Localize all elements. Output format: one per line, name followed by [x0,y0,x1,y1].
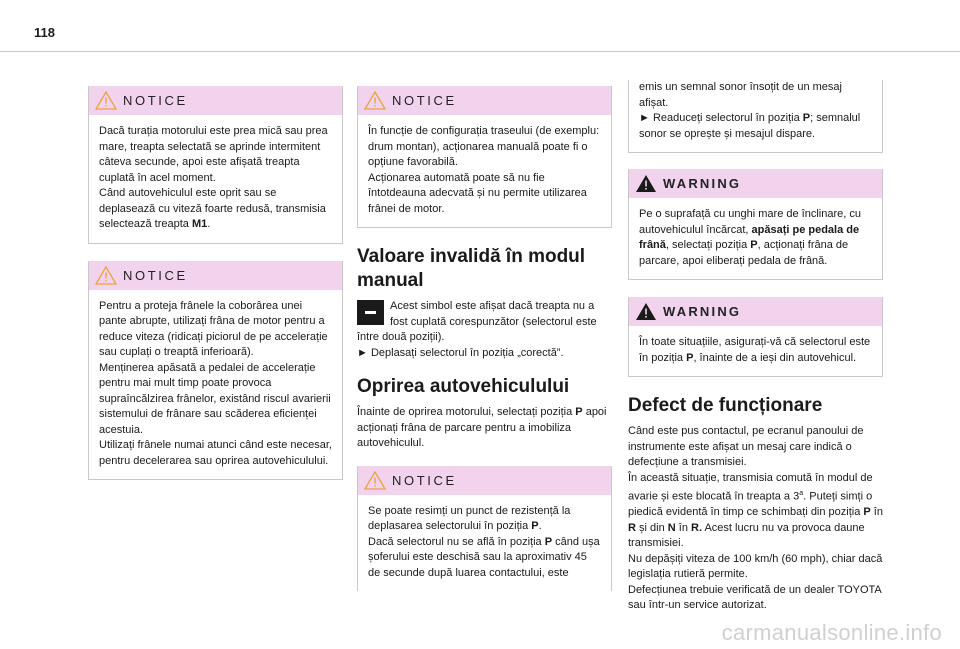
header-divider [0,51,960,52]
invalid-value-icon [357,300,384,325]
column-3 [628,80,883,628]
paragraph: În funcție de configurația traseului (de exemplu: drum montan), acționarea manuală poate fi o opțiune favorabilă. [368,125,600,168]
paragraph: Când autovehiculul este oprit sau se deplasează cu viteză foarte redusă, transmisia selectează treapta M1. [99,187,326,230]
warning-box [628,297,883,377]
notice-text [89,290,342,480]
paragraph: Dacă selectorul nu se află în poziția P când ușa șoferului este deschisă sau la aproximativ 45 de secunde după luarea contactului, este [368,535,600,579]
paragraph: ► Deplasați selectorul în poziția „corectă”. [357,346,564,359]
warning-triangle-icon [635,302,657,321]
paragraph: ► Readuceți selectorul în poziția P; semnalul sonor se oprește și mesajul dispare. [639,112,861,140]
paragraph: În această situație, transmisia comută în modul de avarie și este blocată în treapta a 3$^a$. Puteți simți o piedică evidentă în timp ce schimbați din poziția P în R și din N în R. Acest lucru nu va provoca daune transmisiei. [628,471,883,550]
paragraph: emis un semnal sonor însoțit de un mesaj afișat. [639,81,842,109]
column-1 [88,86,343,497]
section-text [628,424,883,614]
paragraph: Acest simbol este afișat dacă treapta nu a fost cuplată corespunzător (selectorul este între două poziții). [357,300,597,343]
notice-title: NOTICE [392,472,457,488]
notice-triangle-icon [364,471,386,490]
notice-header [358,86,611,115]
section-heading: Defect de funcționare [628,395,823,416]
notice-box [88,261,343,481]
paragraph: Când este pus contactul, pe ecranul panoului de instrumente este afișat un mesaj care indică o defecțiune a transmisiei. [628,425,864,468]
warning-triangle-icon [635,174,657,193]
section-text [357,405,612,452]
notice-triangle-icon [364,91,386,110]
warning-header [629,297,882,326]
notice-title: NOTICE [123,93,188,108]
paragraph: Pe o suprafață cu unghi mare de înclinare, cu autovehiculul încărcat, apăsați pe pedala de frână, selectați poziția P, acționați frâna de parcare, apoi eliberați pedala de frână. [639,208,861,267]
notice-text [358,495,611,592]
column-2 [357,86,612,608]
watermark: carmanualsonline.info [721,620,942,645]
notice-triangle-icon [95,91,117,110]
notice-header [89,86,342,115]
section-text [357,299,612,361]
paragraph: Dacă turația motorului este prea mică sau prea mare, treapta selectată se aprinde intermitent câteva secunde, apoi este afișată treapta cuplată în acel moment. [99,125,328,184]
notice-title: NOTICE [123,267,188,283]
paragraph: Acționarea automată poate să nu fie întotdeauna adecvată și nu permite utilizarea frânei de motor. [368,171,587,215]
notice-box [88,86,343,244]
warning-text [629,326,882,376]
paragraph: Înainte de oprirea motorului, selectați poziția P apoi acționați frâna de parcare pentru a imobiliza autovehiculul. [357,406,607,449]
warning-title: WARNING [663,176,742,191]
notice-triangle-icon [95,266,117,285]
notice-text [89,115,342,243]
section-heading: Oprirea autovehiculului [357,376,570,397]
notice-continuation [628,80,883,153]
notice-header [358,466,611,495]
paragraph: Nu depășiți viteza de 100 km/h (60 mph), chiar dacă legislația rutieră permite. [628,552,883,581]
paragraph: Defecțiunea trebuie verificată de un dealer TOYOTA sau într-un service autorizat. [628,583,882,612]
notice-title: NOTICE [392,93,457,108]
notice-text [358,115,611,227]
page-number: 118 [34,25,55,40]
notice-header [89,261,342,290]
paragraph: Pentru a proteja frânele la coborârea unei pante abrupte, utilizați frâna de motor pentru a reduce viteza (ridicați piciorul de pe accelerație sau cuplați o treaptă inferioară). [99,299,328,358]
warning-header [629,169,882,198]
warning-title: WARNING [663,304,742,319]
paragraph: Se poate resimți un punct de rezistență la deplasarea selectorului în poziția P. [368,504,571,532]
paragraph: Menținerea apăsată a pedalei de accelerație pentru mai mult timp poate provoca supraîncălzirea frânelor, existând riscul avarierii sistemului de frânare sau scăderea eficienței acestuia. [99,361,331,436]
warning-text [629,198,882,279]
notice-box [357,86,612,228]
paragraph: În toate situațiile, asigurați-vă că selectorul este în poziția P, înainte de a ieși din autovehicul. [639,336,871,364]
section-heading: Valoare invalidă în modul manual [357,246,586,291]
paragraph: Utilizați frânele numai atunci când este necesar, pentru decelerarea sau oprirea autovehiculului. [99,439,332,467]
warning-box [628,169,883,280]
notice-box [357,466,612,592]
